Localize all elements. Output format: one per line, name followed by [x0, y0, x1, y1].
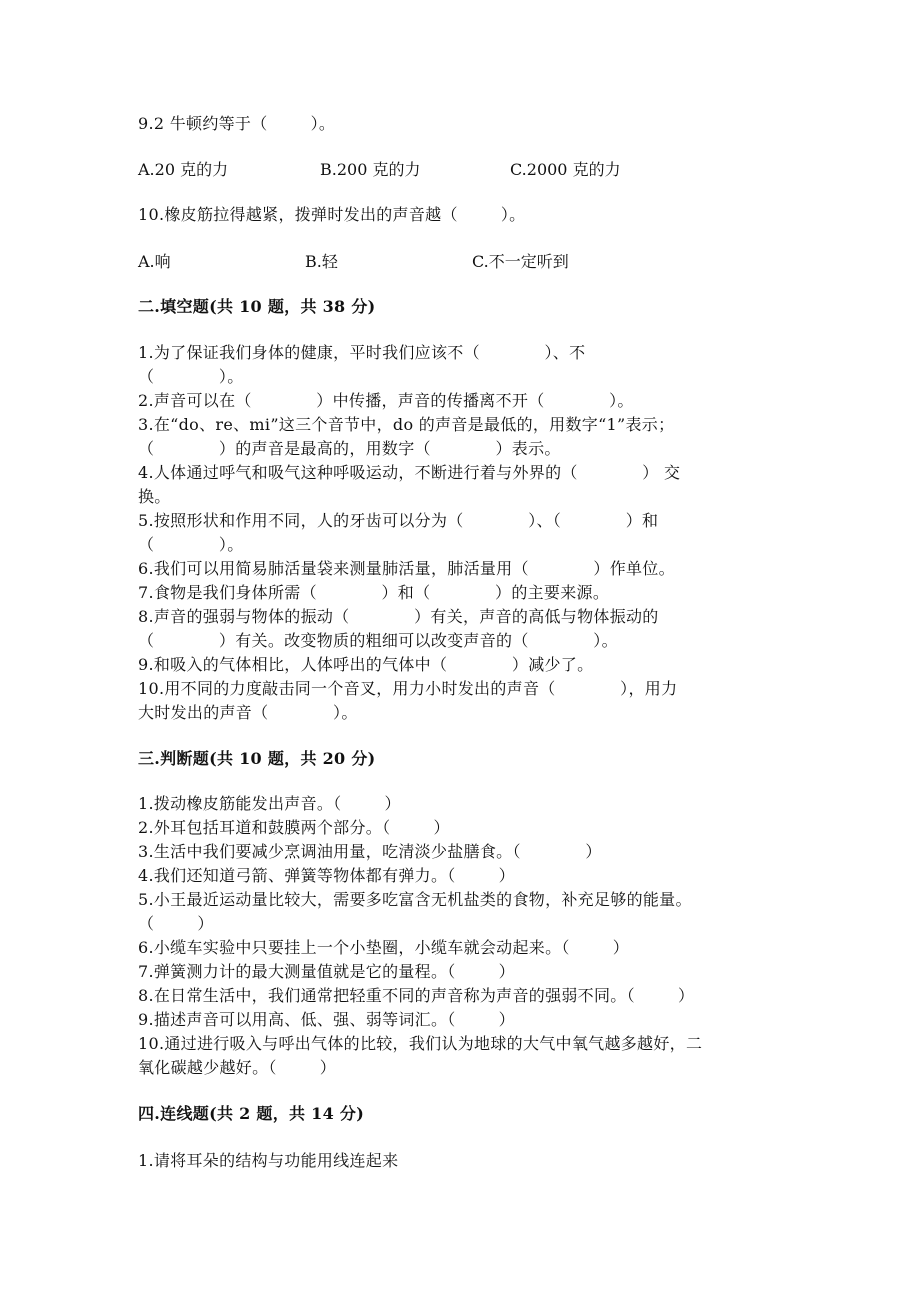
fill-line: 2.声音可以在（ ）中传播，声音的传播离不开（ ）。 [138, 391, 634, 410]
section-3-heading: 三.判断题(共 10 题，共 20 分) [138, 749, 376, 768]
judge-line: 2.外耳包括耳道和鼓膜两个部分。（ ） [138, 818, 450, 837]
q10-option-b: B.轻 [305, 252, 338, 271]
fill-line: 9.和吸入的气体相比，人体呼出的气体中（ ）减少了。 [138, 655, 594, 674]
question-10: 10.橡皮筋拉得越紧，拨弹时发出的声音越（ ）。 [138, 205, 526, 224]
judge-line: 氧化碳越少越好。（ ） [138, 1058, 337, 1077]
fill-line: 7.食物是我们身体所需（ ）和（ ）的主要来源。 [138, 583, 610, 602]
fill-line: 大时发出的声音（ ）。 [138, 703, 358, 722]
fill-line: 3.在“do、re、mi”这三个音节中，do 的声音是最低的，用数字“1”表示； [138, 415, 675, 434]
judge-line: 9.描述声音可以用高、低、强、弱等词汇。（ ） [138, 1010, 515, 1029]
section-4-heading: 四.连线题(共 2 题，共 14 分) [138, 1104, 365, 1123]
fill-line: 10.用不同的力度敲击同一个音叉，用力小时发出的声音（ ），用力 [138, 679, 678, 698]
q9-option-b: B.200 克的力 [320, 160, 421, 179]
q9-option-a: A.20 克的力 [138, 160, 229, 179]
judge-line: 7.弹簧测力计的最大测量值就是它的量程。（ ） [138, 962, 515, 981]
fill-line: （ ）。 [138, 367, 244, 386]
fill-line: 5.按照形状和作用不同，人的牙齿可以分为（ ）、（ ）和 [138, 511, 659, 530]
fill-line: 8.声音的强弱与物体的振动（ ）有关，声音的高低与物体振动的 [138, 607, 659, 626]
q10-option-c: C.不一定听到 [472, 252, 569, 271]
fill-line: 换。 [138, 487, 171, 506]
judge-line: 10.通过进行吸入与呼出气体的比较，我们认为地球的大气中氧气越多越好，二 [138, 1034, 703, 1053]
match-line: 1.请将耳朵的结构与功能用线连起来 [138, 1151, 399, 1170]
judge-line: 6.小缆车实验中只要挂上一个小垫圈，小缆车就会动起来。（ ） [138, 938, 630, 957]
judge-line: 4.我们还知道弓箭、弹簧等物体都有弹力。（ ） [138, 866, 515, 885]
fill-line: 1.为了保证我们身体的健康，平时我们应该不（ ）、不 [138, 343, 586, 362]
q9-option-c: C.2000 克的力 [510, 160, 621, 179]
question-9: 9.2 牛顿约等于（ ）。 [138, 114, 336, 133]
fill-line: 4.人体通过呼气和吸气这种呼吸运动，不断进行着与外界的（ ） 交 [138, 463, 681, 482]
judge-line: 1.拨动橡皮筋能发出声音。（ ） [138, 794, 401, 813]
judge-line: 3.生活中我们要减少烹调油用量，吃清淡少盐膳食。（ ） [138, 842, 602, 861]
q10-option-a: A.响 [138, 252, 171, 271]
section-2-heading: 二.填空题(共 10 题，共 38 分) [138, 297, 376, 316]
judge-line: 8.在日常生活中，我们通常把轻重不同的声音称为声音的强弱不同。（ ） [138, 986, 695, 1005]
fill-line: （ ）。 [138, 535, 244, 554]
fill-line: （ ）有关。改变物质的粗细可以改变声音的（ ）。 [138, 631, 618, 650]
judge-line: （ ） [138, 914, 214, 933]
judge-line: 5.小王最近运动量比较大，需要多吃富含无机盐类的食物，补充足够的能量。 [138, 890, 692, 909]
fill-line: （ ）的声音是最高的，用数字（ ）表示。 [138, 439, 561, 458]
fill-line: 6.我们可以用简易肺活量袋来测量肺活量，肺活量用（ ）作单位。 [138, 559, 675, 578]
